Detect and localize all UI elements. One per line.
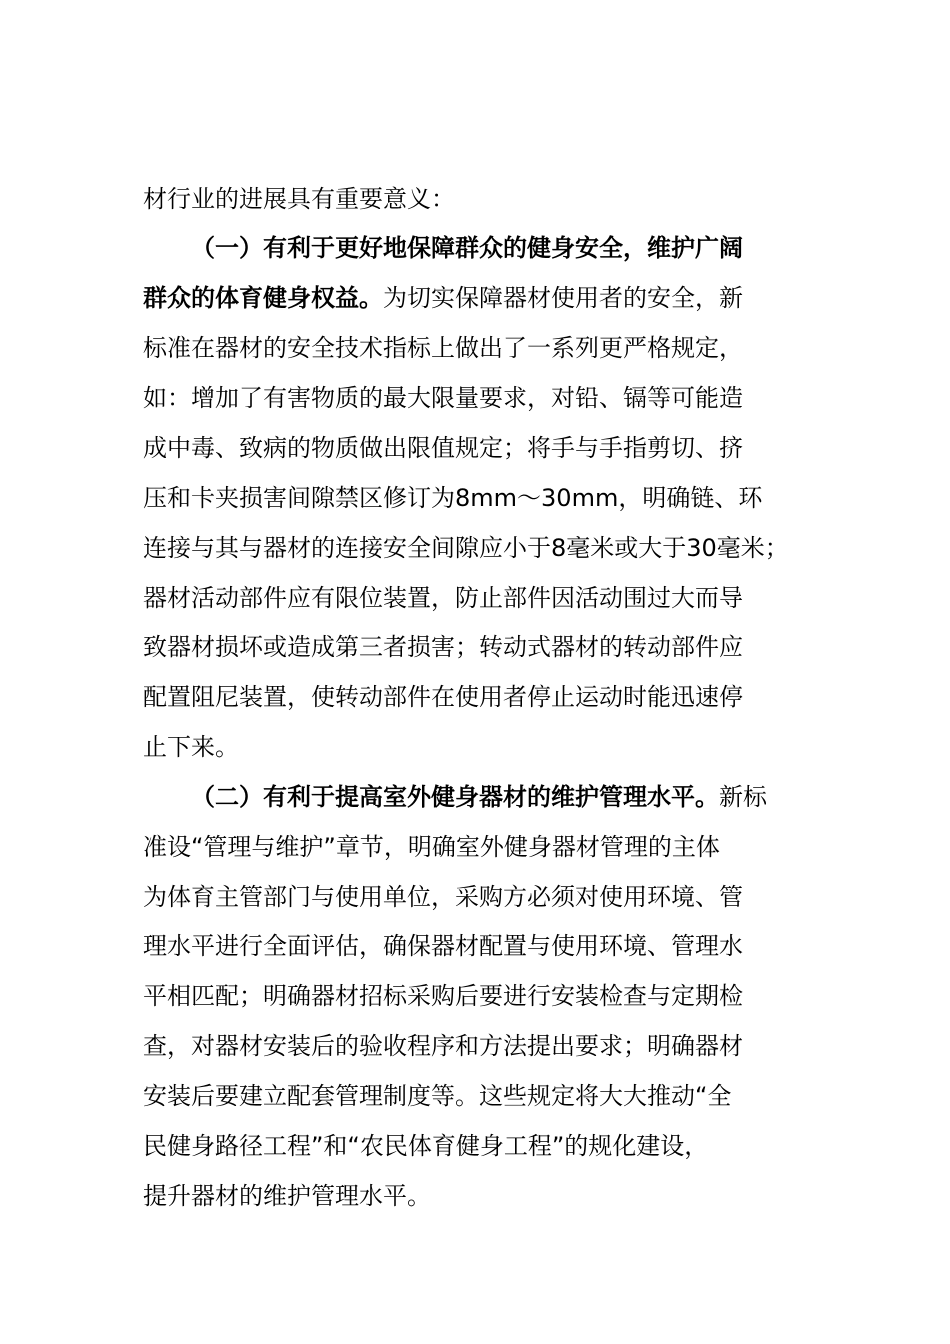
heading-text: （二）有利于提高室外健身器材的维护管理水平。 — [191, 783, 719, 811]
text-line — [143, 184, 455, 214]
line-text: 标准在器材的安全技术指标上做出了一系列更严格规定， — [143, 334, 743, 362]
text-line — [143, 981, 743, 1011]
text-line — [143, 333, 743, 363]
text-line — [143, 882, 743, 912]
text-line — [143, 1181, 431, 1211]
line-text: 致器材损坏或造成第三者损害；转动式器材的转动部件应 — [143, 633, 743, 661]
text-line — [143, 283, 743, 313]
line-text: 理水平进行全面评估，确保器材配置与使用环境、管理水 — [143, 932, 743, 960]
line-text: 为切实保障器材使用者的安全，新 — [383, 284, 743, 312]
text-line — [143, 483, 762, 513]
line-text: 新标 — [719, 783, 767, 811]
text-line — [143, 1031, 743, 1061]
line-text: 连接与其与器材的连接安全间隙应小于8毫米或大于30毫米； — [143, 534, 789, 562]
text-line — [143, 682, 743, 712]
line-text: 平相匹配；明确器材招标采购后要进行安装检查与定期检 — [143, 982, 743, 1010]
line-text: 提升器材的维护管理水平。 — [143, 1182, 431, 1210]
line-text: 查，对器材安装后的验收程序和方法提出要求；明确器材 — [143, 1032, 743, 1060]
text-line — [143, 583, 743, 613]
section-heading-1 — [191, 233, 743, 263]
text-line — [143, 832, 720, 862]
line-text: 成中毒、致病的物质做出限值规定；将手与手指剪切、挤 — [143, 434, 743, 462]
text-line — [143, 632, 743, 662]
line-text: 如：增加了有害物质的最大限量要求，对铅、镉等可能造 — [143, 384, 743, 412]
text-line — [143, 1131, 708, 1161]
line-text: 为体育主管部门与使用单位，采购方必须对使用环境、管 — [143, 883, 743, 911]
heading-text: 群众的体育健身权益。 — [143, 284, 383, 312]
text-line — [143, 732, 239, 762]
text-line — [143, 533, 789, 563]
line-text: 准设“管理与维护”章节，明确室外健身器材管理的主体 — [143, 833, 720, 861]
text-line — [143, 1081, 731, 1111]
line-text: 器材活动部件应有限位装置，防止部件因活动围过大而导 — [143, 584, 743, 612]
line-text: 压和卡夹损害间隙禁区修订为8mm～30mm，明确链、环 — [143, 484, 763, 512]
text-line — [143, 383, 743, 413]
text-line — [143, 433, 743, 463]
heading-text: （一）有利于更好地保障群众的健身安全，维护广阔 — [191, 234, 743, 262]
line-text: 配置阻尼装置，使转动部件在使用者停止运动时能迅速停 — [143, 683, 743, 711]
line-text: 民健身路径工程”和“农民体育健身工程”的规化建设， — [143, 1132, 709, 1160]
text-line — [143, 931, 743, 961]
line-text: 止下来。 — [143, 733, 239, 761]
line-text: 材行业的进展具有重要意义： — [143, 185, 455, 213]
section-heading-2 — [191, 782, 767, 812]
line-text: 安装后要建立配套管理制度等。这些规定将大大推动“全 — [143, 1082, 732, 1110]
